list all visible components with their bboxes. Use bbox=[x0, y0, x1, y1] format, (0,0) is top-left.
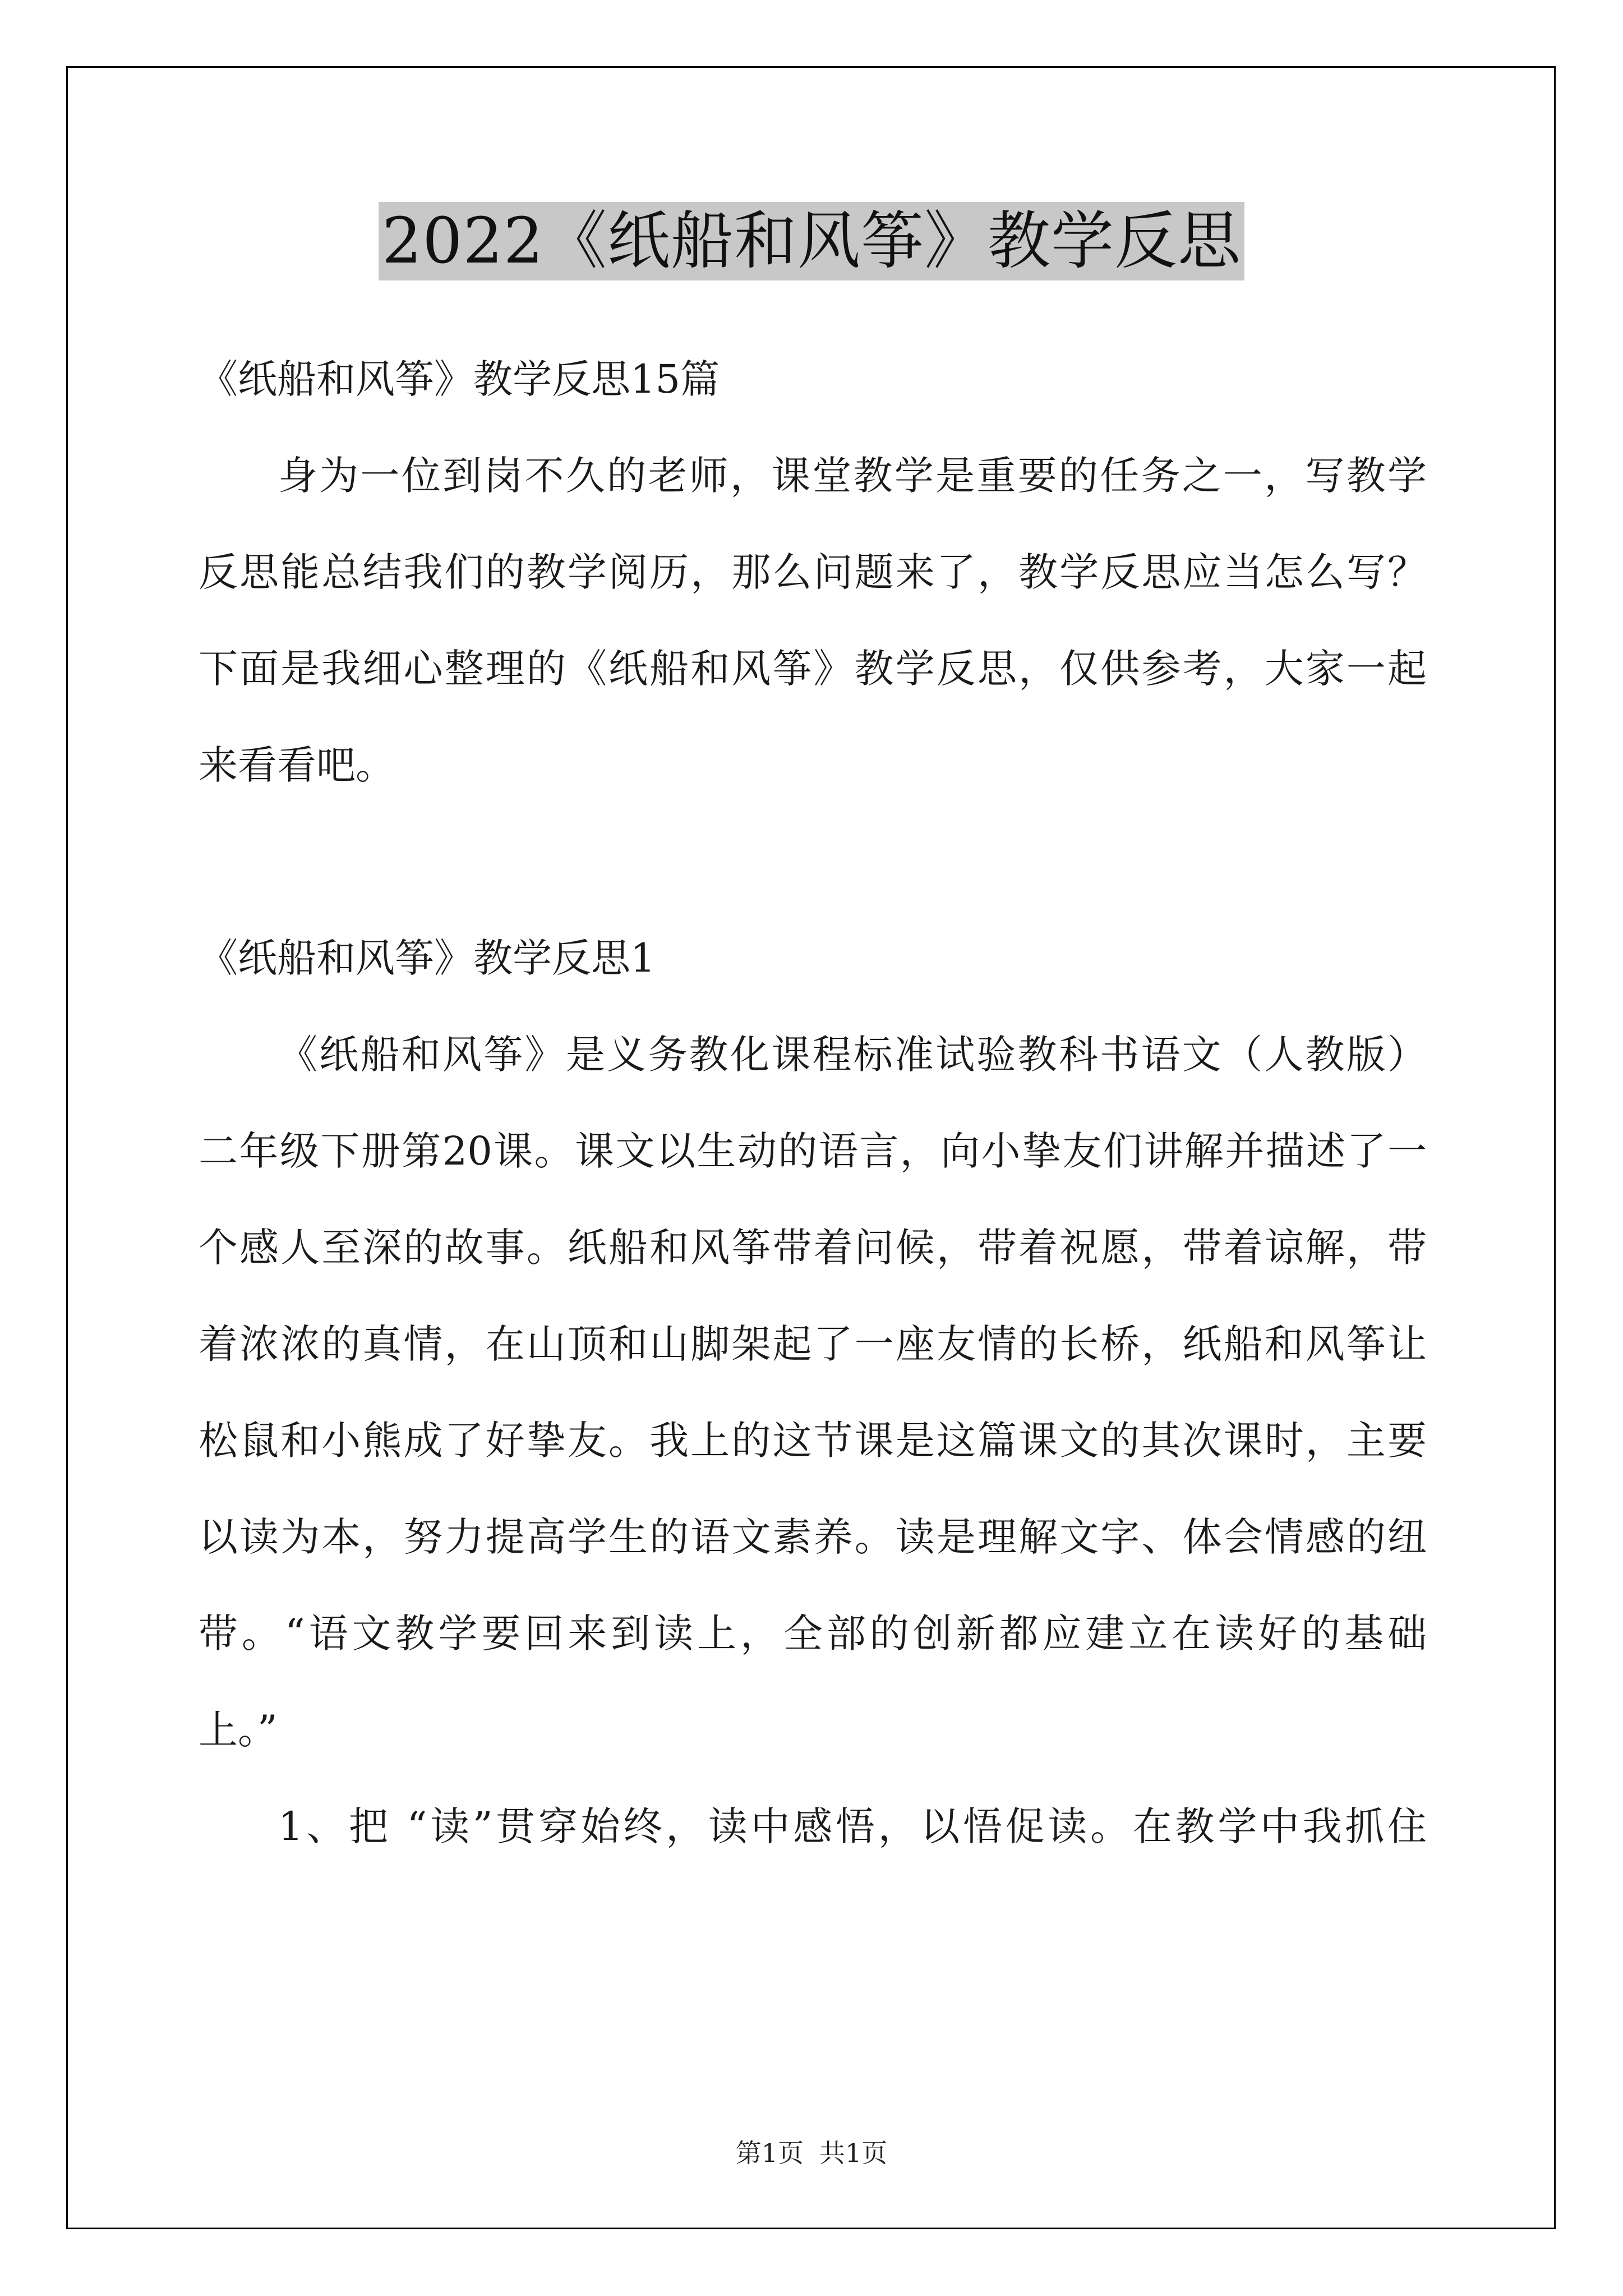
section-line: 着浓浓的真情，在山顶和山脚架起了一座友情的长桥，纸船和风筝让 bbox=[199, 1321, 1427, 1367]
page-total: 共1页 bbox=[819, 2138, 888, 2168]
document-body bbox=[199, 331, 1427, 1875]
section-line: 带。“语文教学要回来到读上，全部的创新都应建立在读好的基础 bbox=[199, 1611, 1427, 1657]
title-container bbox=[0, 202, 1623, 280]
page-footer bbox=[0, 2136, 1623, 2170]
paragraph-spacer bbox=[199, 813, 1427, 910]
section-line: 个感人至深的故事。纸船和风筝带着问候，带着祝愿，带着谅解，带 bbox=[199, 1225, 1427, 1271]
section-line: 松鼠和小熊成了好挚友。我上的这节课是这篇课文的其次课时，主要 bbox=[199, 1418, 1427, 1464]
intro-line: 下面是我细心整理的《纸船和风筝》教学反思，仅供参考，大家一起 bbox=[199, 646, 1427, 692]
section-line: 二年级下册第20课。课文以生动的语言，向小挚友们讲解并描述了一 bbox=[199, 1128, 1427, 1174]
section-line: 以读为本，努力提高学生的语文素养。读是理解文字、体会情感的纽 bbox=[199, 1514, 1427, 1560]
section-heading: 《纸船和风筝》教学反思1 bbox=[199, 935, 656, 981]
section-point: 1、把 “读”贯穿始终，读中感悟，以悟促读。在教学中我抓住 bbox=[278, 1803, 1427, 1849]
section-line: 上。” bbox=[199, 1707, 278, 1753]
intro-line: 来看看吧。 bbox=[199, 742, 395, 788]
intro-line: 反思能总结我们的教学阅历，那么问题来了，教学反思应当怎么写？ bbox=[199, 549, 1427, 595]
intro-line: 身为一位到岗不久的老师，课堂教学是重要的任务之一，写教学 bbox=[278, 453, 1427, 499]
page-number: 第1页 bbox=[735, 2138, 804, 2168]
document-subtitle: 《纸船和风筝》教学反思15篇 bbox=[199, 356, 720, 402]
document-title: 2022《纸船和风筝》教学反思 bbox=[379, 202, 1244, 280]
section-line: 《纸船和风筝》是义务教化课程标准试验教科书语文（人教版） bbox=[278, 1032, 1427, 1078]
